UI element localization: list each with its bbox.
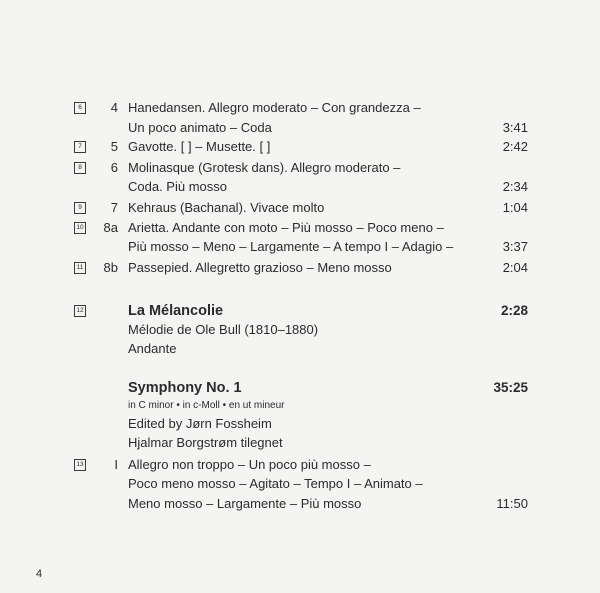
movement-number: 6 — [110, 160, 118, 175]
tracklist-row — [0, 434, 600, 454]
duration: 2:42 — [502, 139, 528, 154]
tracklist-row — [0, 475, 600, 495]
track-number-box: 12 — [74, 305, 86, 317]
track-number-box: 7 — [74, 141, 86, 153]
track-number-box: 11 — [74, 262, 86, 274]
movement-text: Poco meno mosso – Agitato – Tempo I – Animato – — [128, 476, 423, 491]
movement-text: Molinasque (Grotesk dans). Allegro moderato – — [128, 160, 401, 175]
movement-number: 5 — [110, 139, 118, 154]
tracklist-row — [0, 138, 600, 158]
tracklist-row — [0, 456, 600, 476]
page-number: 4 — [36, 568, 43, 580]
dedication: Hjalmar Borgstrøm tilegnet — [128, 435, 283, 450]
movement-number: 4 — [110, 100, 118, 115]
movement-text: Più mosso – Meno – Largamente – A tempo I – Adagio – — [128, 239, 454, 254]
duration: 1:04 — [502, 200, 528, 215]
tracklist-row — [0, 199, 600, 219]
tracklist-row — [0, 321, 600, 341]
work-title: La Mélancolie — [128, 303, 224, 319]
tracklist-row — [0, 415, 600, 435]
movement-text: Meno mosso – Largamente – Più mosso — [128, 496, 362, 511]
movement-text: Un poco animato – Coda — [128, 120, 272, 135]
duration: 2:04 — [502, 260, 528, 275]
duration: 2:34 — [502, 179, 528, 194]
movement-text: Kehraus (Bachanal). Vivace molto — [128, 200, 325, 215]
track-number-box: 10 — [74, 222, 86, 234]
tracklist-row — [0, 159, 600, 179]
duration: 11:50 — [496, 496, 528, 511]
work-title-row — [0, 302, 600, 322]
tracklist-row — [0, 259, 600, 279]
tempo-marking: Andante — [128, 341, 177, 356]
duration: 35:25 — [493, 380, 528, 395]
track-number-box: 9 — [74, 202, 86, 214]
movement-text: Gavotte. [ ] – Musette. [ ] — [128, 139, 271, 154]
tracklist-row — [0, 219, 600, 239]
tracklist-row — [0, 238, 600, 258]
movement-text: Passepied. Allegretto grazioso – Meno mosso — [128, 260, 392, 275]
editor-credit: Edited by Jørn Fossheim — [128, 416, 272, 431]
tracklist-row — [0, 99, 600, 119]
key-description: in C minor • in c-Moll • en ut mineur — [128, 400, 285, 411]
track-number-box: 6 — [74, 102, 86, 114]
movement-text: Hanedansen. Allegro moderato – Con grandezza – — [128, 100, 421, 115]
tracklist-row — [0, 178, 600, 198]
duration: 3:37 — [502, 239, 528, 254]
duration: 2:28 — [500, 303, 528, 318]
track-number-box: 13 — [74, 459, 86, 471]
work-subtitle: Mélodie de Ole Bull (1810–1880) — [128, 322, 319, 337]
tracklist-row — [0, 119, 600, 139]
tracklist-row — [0, 495, 600, 515]
tracklist-row — [0, 340, 600, 360]
work-title: Symphony No. 1 — [128, 380, 242, 396]
movement-text: Allegro non troppo – Un poco più mosso – — [128, 457, 371, 472]
movement-text: Arietta. Andante con moto – Più mosso – Poco meno – — [128, 220, 444, 235]
movement-number: 8a — [103, 220, 118, 235]
duration: 3:41 — [502, 120, 528, 135]
work-title-row — [0, 379, 600, 399]
movement-number: 8b — [103, 260, 118, 275]
track-number-box: 8 — [74, 162, 86, 174]
movement-number: 7 — [110, 200, 118, 215]
movement-text: Coda. Più mosso — [128, 179, 227, 194]
movement-number: I — [114, 457, 118, 472]
